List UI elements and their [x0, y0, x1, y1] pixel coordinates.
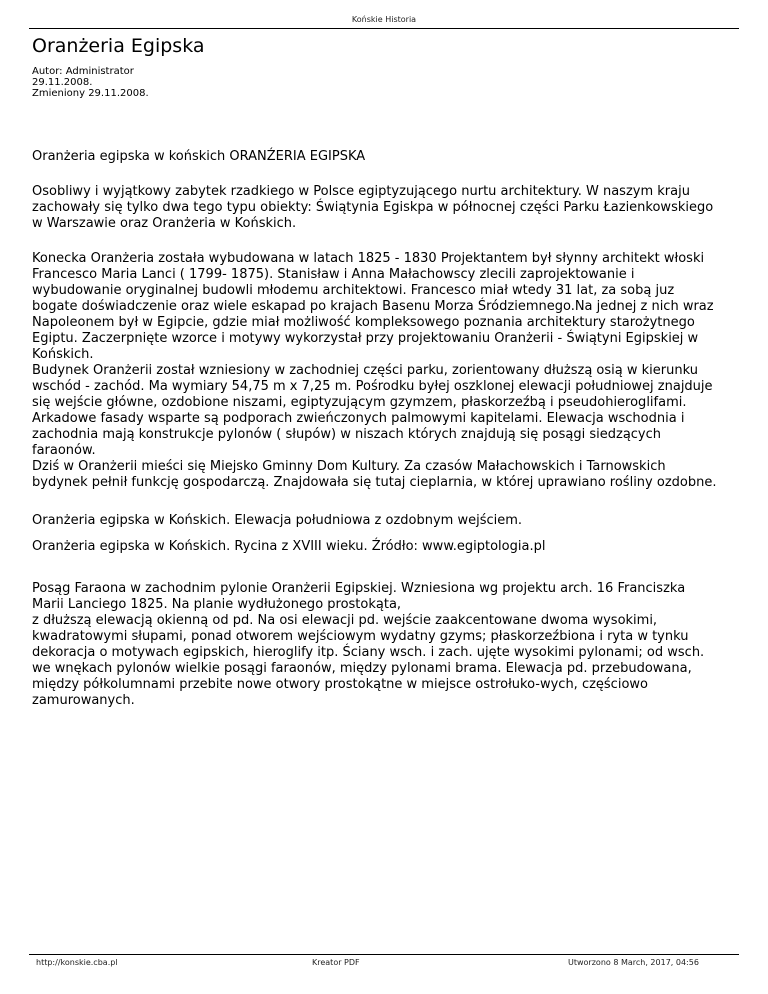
header-divider — [29, 28, 739, 29]
footer-generator: Kreator PDF — [312, 958, 360, 967]
site-name: Końskie Historia — [351, 15, 417, 24]
footer-created-date: Utworzono 8 March, 2017, 04:56 — [568, 958, 699, 967]
footer-divider — [29, 954, 739, 955]
image-caption-engraving: Oranżeria egipska w Końskich. Rycina z XVIII wieku. Źródło: www.egiptologia.pl — [32, 539, 546, 554]
article-body — [32, 149, 744, 709]
modified-line: Zmieniony 29.11.2008. — [32, 88, 149, 99]
author-line: Autor: Administrator — [32, 66, 134, 77]
date-line: 29.11.2008. — [32, 77, 93, 88]
paragraph-history: Konecka Oranżeria została wybudowana w latach 1825 - 1830 Projektantem był słynny architekt włoski Francesco Maria Lanci ( 1799- 1875). Stanisław i Anna Małachowscy zlecili zaprojektowanie i wybudowanie oryginalnej budowli młodemu architektowi. Francesco miał wtedy 31 lat, za sobą juz bogate doświadczenie oraz wiele eskapad po krajach Basenu Morza Śródziemnego.Na jednej z nich wraz Napoleonem był w Egipcie, gdzie miał możliwość kompleksowego poznania architektury starożytnego Egiptu. Zaczerpnięte wzorce i motywy wykorzystał przy projektowaniu Oranżerii - Świątyni Egipskiej w Końskich. Budynek Oranżerii został wzniesiony w zachodniej części parku, zorientowany dłuższą osią w kierunku wschód - zachód. Ma wymiary 54,75 m x 7,25 m. Pośrodku byłej oszklonej elewacji południowej znajduje się wejście główne, ozdobione niszami, egiptyzującym gzymzem, płaskorzeźbą i pseudohieroglifami. Arkadowe fasady wsparte są podporach zwieńczonych palmowymi kapitelami. Elewacja wschodnia i zachodnia mają konstrukcje pylonów ( słupów) w niszach których znajdują się posągi siedzących faraonów. Dziś w Oranżerii mieści się Miejsko Gminny Dom Kultury. Za czasów Małachowskich i Tarnowskich bydynek pełnił funkcję gospodarczą. Znajdowała się tutaj cieplarnia, w której uprawiano rośliny ozdobne. — [32, 251, 717, 490]
paragraph-intro: Osobliwy i wyjątkowy zabytek rzadkiego w Polsce egiptyzującego nurtu architektury. W naszym kraju zachowały się tylko dwa tego typu obiekty: Świątynia Egiskpa w północnej części Parku Łazienkowskiego w Warszawie oraz Oranżeria w Końskich. — [32, 184, 714, 231]
article-heading: Oranżeria egipska w końskich ORANŹERIA EGIPSKA — [32, 149, 366, 164]
article-title: Oranżeria Egipska — [32, 35, 205, 57]
paragraph-pharaoh-statue: Posąg Faraona w zachodnim pylonie Oranżerii Egipskiej. Wzniesiona wg projektu arch. 16 Franciszka Marii Lanciego 1825. Na planie wydłużonego prostokąta, z dłuższą elewacją okienną od pd. Na osi elewacji pd. wejście zaakcentowane dwoma wysokimi, kwadratowymi słupami, ponad otworem wejściowym wydatny gzyms; płaskorzeźbiona i ryta w tynku dekoracja o motywach egipskich, hieroglify itp. Ściany wsch. i zach. ujęte wysokimi pylonami; od wsch. we wnękach pylonów wielkie posągi faraonów, między pylonami brama. Elewacja pd. przebudowana, między półkolumnami przebite nowe otwory prostokątne w miejsce ostrołuko-wych, częściowo zamurowanych. — [32, 581, 705, 708]
image-caption-south-facade: Oranżeria egipska w Końskich. Elewacja południowa z ozdobnym wejściem. — [32, 513, 523, 528]
article-meta — [32, 66, 149, 99]
footer-url[interactable]: http://konskie.cba.pl — [36, 958, 118, 967]
